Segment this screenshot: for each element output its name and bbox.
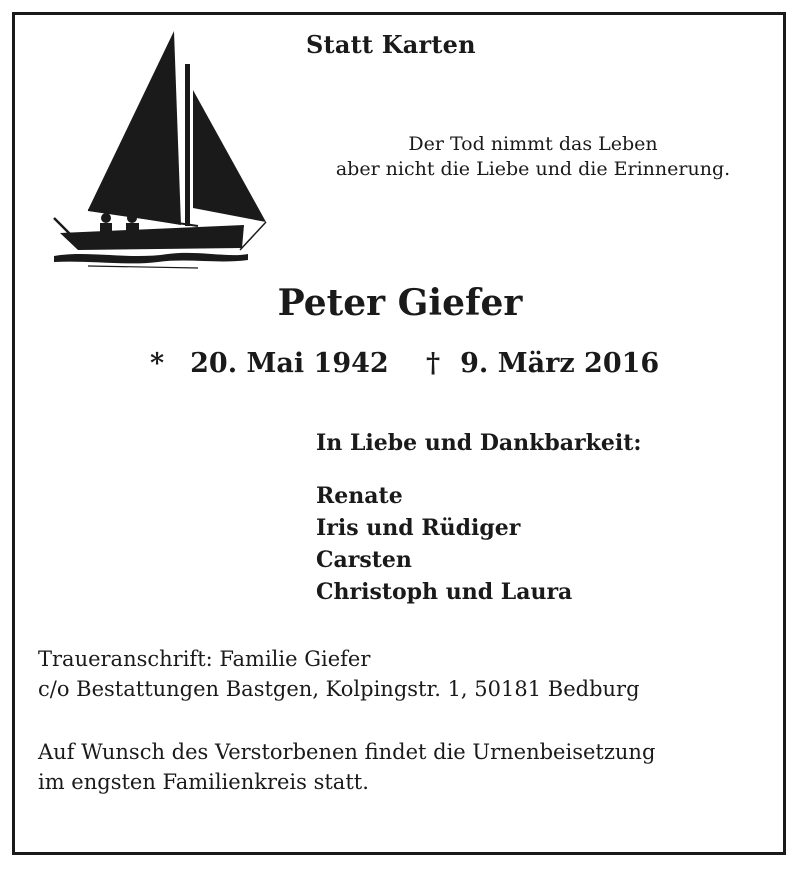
quote-line: aber nicht die Liebe und die Erinnerung. [335, 158, 731, 180]
mourning-address [38, 644, 640, 704]
death-date [426, 348, 659, 379]
birth-date-text: 20. Mai 1942 [190, 348, 389, 379]
death-date-text: 9. März 2016 [460, 348, 660, 379]
mourner-name: Renate [316, 483, 403, 509]
person-head [127, 213, 137, 223]
notice-line: im engsten Familienkreis statt. [38, 770, 369, 794]
water-line [54, 253, 248, 264]
address-line: c/o Bestattungen Bastgen, Kolpingstr. 1, 50181 Bedburg [38, 677, 640, 701]
person-head [101, 213, 111, 223]
birth-star-icon: * [150, 348, 165, 379]
hull [60, 225, 244, 250]
mast [185, 64, 190, 226]
memorial-quote [300, 132, 766, 182]
mourner-name: Iris und Rüdiger [316, 515, 521, 541]
forestay [240, 222, 266, 250]
death-cross-icon: † [426, 348, 441, 379]
tiller [54, 218, 70, 234]
address-line: Traueranschrift: Familie Giefer [38, 647, 371, 671]
sailboat-illustration [48, 28, 273, 273]
quote-line: Der Tod nimmt das Leben [408, 133, 658, 155]
main-sail [88, 31, 181, 225]
notice-line: Auf Wunsch des Verstorbenen findet die Urnenbeisetzung [38, 740, 656, 764]
mourners-heading: In Liebe und Dankbarkeit: [316, 430, 642, 456]
deceased-name: Peter Giefer [277, 282, 523, 324]
birth-date [150, 348, 389, 379]
statt-karten-heading: Statt Karten [306, 30, 476, 59]
mourner-name: Christoph und Laura [316, 579, 573, 605]
mourners-list [316, 480, 572, 608]
mourner-name: Carsten [316, 547, 412, 573]
burial-notice [38, 737, 655, 797]
jib-sail [193, 90, 266, 222]
water-ripple [88, 266, 198, 268]
